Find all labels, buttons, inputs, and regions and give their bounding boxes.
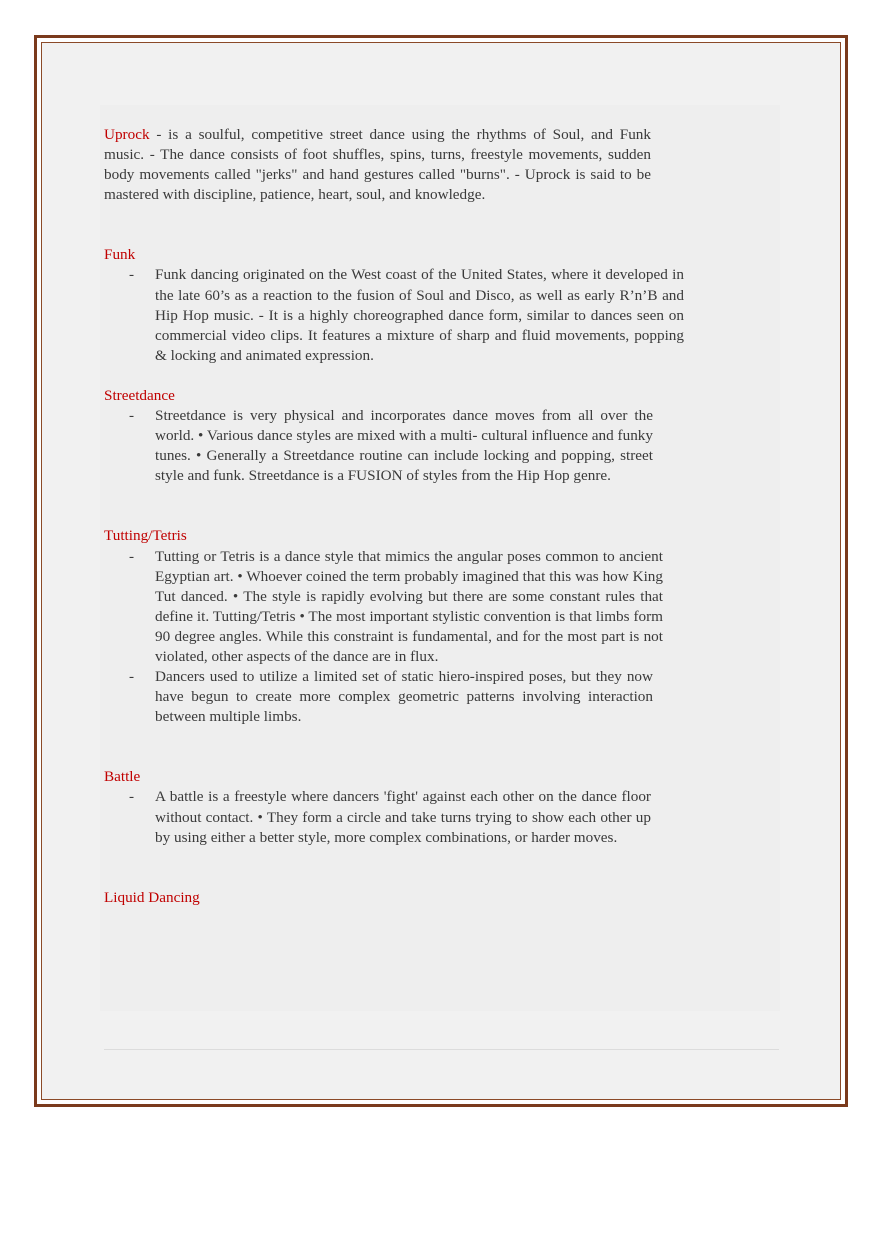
tutting-bullet-2 <box>104 667 653 727</box>
funk-heading: Funk <box>104 246 136 264</box>
uprock-text: - is a soulful, competitive street dance using the rhythms of Soul, and Funk music. - The dance consists of foot shuffles, spins, turns, freestyle movements, sudden body movements called "jerks" and hand gestures called "burns". - Uprock is said to be mastered with discipline, patience, heart, soul, and knowledge. <box>104 126 651 204</box>
uprock-paragraph <box>104 125 651 205</box>
streetdance-bullet-text: Streetdance is very physical and incorporates dance moves from all over the world. • Various dance styles are mixed with a multi- cultural influence and funky tunes. • Generally a Streetdance routine can include locking and popping, street style and funk. Streetdance is a FUSION of styles from the Hip Hop genre. <box>155 407 653 485</box>
bullet-dash: - <box>129 547 135 565</box>
tutting-bullet-1-text: Tutting or Tetris is a dance style that mimics the angular poses common to ancient Egyptian art. • Whoever coined the term probably imagined that this was how King Tut danced. • The style is rapidly evolving but there are some constant rules that define it. Tutting/Tetris • The most important stylistic convention is that limbs form 90 degree angles. While this constraint is fundamental, and for the most part is not violated, other aspects of the dance are in flux. <box>155 547 663 665</box>
bullet-dash: - <box>129 668 135 686</box>
bullet-dash: - <box>129 266 135 284</box>
tutting-bullet-1 <box>104 547 663 668</box>
liquid-dancing-heading: Liquid Dancing <box>104 888 200 906</box>
tutting-bullet-2-text: Dancers used to utilize a limited set of static hiero-inspired poses, but they now have begun to create more complex geometric patterns involving interaction between multiple limbs. <box>155 668 653 726</box>
streetdance-heading: Streetdance <box>104 386 175 404</box>
battle-heading: Battle <box>104 768 141 786</box>
bullet-dash: - <box>129 788 135 806</box>
battle-bullet-text: A battle is a freestyle where dancers 'fight' against each other on the dance floor without contact. • They form a circle and take turns trying to show each other up by using either a better style, more complex combinations, or harder moves. <box>155 788 651 846</box>
battle-bullet <box>104 787 651 847</box>
bottom-divider <box>104 1049 779 1050</box>
streetdance-bullet <box>104 406 653 486</box>
tutting-heading: Tutting/Tetris <box>104 527 187 545</box>
document-body <box>104 125 684 908</box>
uprock-term: Uprock <box>104 126 150 143</box>
bullet-dash: - <box>129 407 135 425</box>
funk-bullet <box>104 265 684 365</box>
funk-bullet-text: Funk dancing originated on the West coast of the United States, where it developed in the late 60’s as a reaction to the fusion of Soul and Disco, as well as early R’n’B and Hip Hop music. - It is a highly choreographed dance form, similar to dances seen on commercial video clips. It features a mixture of sharp and fluid movements, popping & locking and animated expression. <box>155 266 684 364</box>
